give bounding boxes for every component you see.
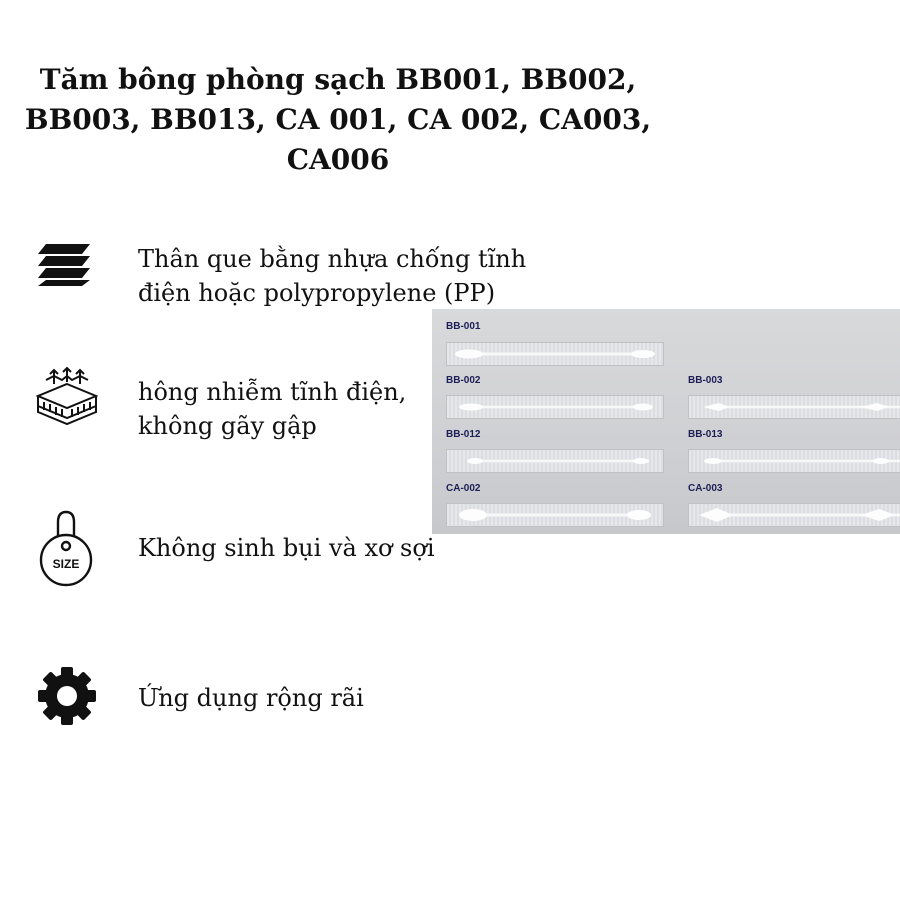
layers-icon (36, 236, 98, 298)
page-title: Tăm bông phòng sạch BB001, BB002, BB003, BB013, CA 001, CA 002, CA003, CA006 (24, 63, 652, 176)
feature-text-antistatic-body: Thân que bằng nhựa chống tĩnh điện hoặc polypropylene (PP) (138, 245, 527, 307)
swab-bb-002 (447, 396, 663, 418)
swab-label-bb-013: BB-013 (688, 429, 723, 440)
size-tag-icon (36, 508, 98, 588)
swab-pack-bb-012 (446, 449, 664, 473)
fabric-layers-icon (36, 366, 98, 428)
size-tag-text: SIZE (52, 557, 80, 571)
swab-pack-bb-013 (688, 449, 900, 473)
swab-bb-001 (447, 343, 663, 365)
feature-text-no-dust: Không sinh bụi và xơ sợi (138, 534, 435, 562)
swab-ca-002 (447, 504, 663, 526)
swab-label-bb-001: BB-001 (446, 321, 481, 332)
swab-pack-bb-001 (446, 342, 664, 366)
feature-text-no-static: hông nhiễm tĩnh điện, không gãy gập (138, 378, 407, 440)
swab-pack-bb-002 (446, 395, 664, 419)
swab-label-ca-002: CA-002 (446, 483, 481, 494)
product-photo (432, 309, 900, 534)
swab-ca-003 (689, 504, 900, 526)
gear-icon (36, 665, 98, 727)
swab-bb-012 (447, 450, 663, 472)
swab-label-bb-003: BB-003 (688, 375, 723, 386)
swab-label-ca-003: CA-003 (688, 483, 723, 494)
swab-label-bb-012: BB-012 (446, 429, 481, 440)
swab-pack-bb-003 (688, 395, 900, 419)
swab-bb-013 (689, 450, 900, 472)
swab-label-bb-002: BB-002 (446, 375, 481, 386)
swab-pack-ca-002 (446, 503, 664, 527)
feature-text-wide-application: Ứng dụng rộng rãi (138, 684, 364, 712)
swab-bb-003 (689, 396, 900, 418)
swab-pack-ca-003 (688, 503, 900, 527)
